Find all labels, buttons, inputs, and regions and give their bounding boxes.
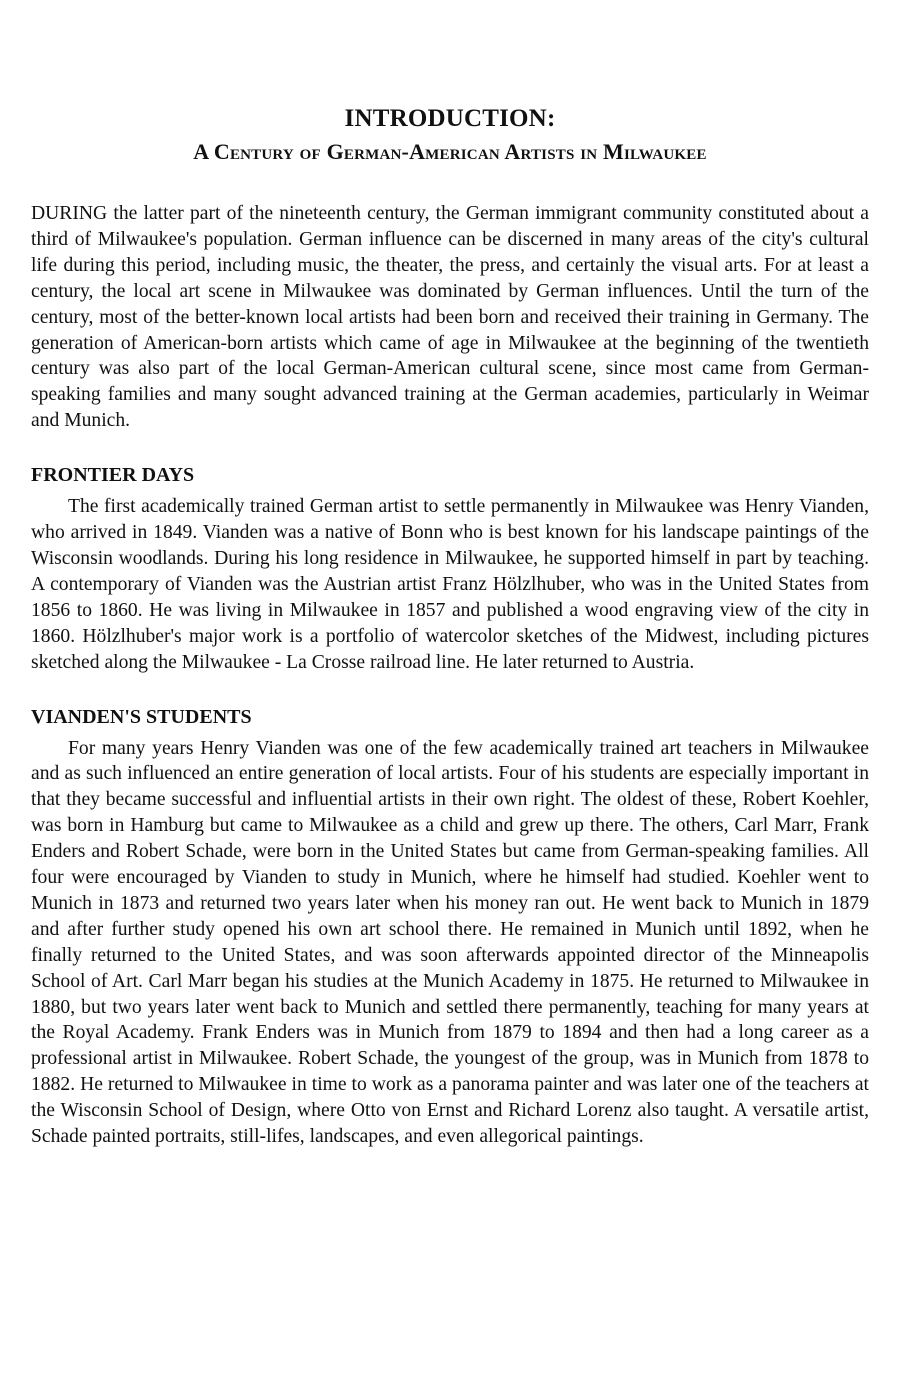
section-heading-frontier-days: FRONTIER DAYS (31, 464, 195, 487)
document-page (31, 104, 869, 1150)
section-heading-viandens-students: VIANDEN'S STUDENTS (31, 705, 252, 728)
frontier-days-paragraph: The first academically trained German artist to settle permanently in Milwaukee was Henry Vianden, who arrived in 1849. Vianden was a native of Bonn who is best known for his landscape paintings of the Wisconsin woodlands. During his long residence in Milwaukee, he supported himself in part by teaching. A contemporary of Vianden was the Austrian artist Franz Hölzlhuber, who was in the United States from 1856 to 1860. He was living in Milwaukee in 1857 and published a wood engraving view of the city in 1860. Hölzlhuber's major work is a portfolio of watercolor sketches of the Midwest, including pictures sketched along the Milwaukee - La Crosse railroad line. He later returned to Austria. (31, 496, 869, 673)
page-title: INTRODUCTION: (344, 105, 556, 132)
intro-text: the latter part of the nineteenth century, the German immigrant community constituted about a third of Milwaukee's population. German influence can be discerned in many areas of the city's cultural life during this period, including music, the theater, the press, and certainly the visual arts. For at least a century, the local art scene in Milwaukee was dominated by German influences. Until the turn of the century, most of the better-known local artists had been born and received their training in Germany. The generation of American-born artists which came of age in Milwaukee at the beginning of the twentieth century was also part of the local German-American cultural scene, since most came from German-speaking families and many sought advanced training at the German academies, particularly in Weimar and Munich. (31, 203, 869, 432)
page-subtitle: A Century of German-American Artists in Milwaukee (193, 139, 707, 164)
intro-paragraph (31, 201, 869, 434)
viandens-students-paragraph: For many years Henry Vianden was one of the few academically trained art teachers in Milwaukee and as such influenced an entire generation of local artists. Four of his students are especially important in that they became successful and influential artists in their own right. The oldest of these, Robert Koehler, was born in Hamburg but came to Milwaukee as a child and grew up there. The others, Carl Marr, Frank Enders and Robert Schade, were born in the United States but came from German-speaking families. All four were encouraged by Vianden to study in Munich, where he himself had studied. Koehler went to Munich in 1873 and returned two years later when his money ran out. He went back to Munich in 1879 and after further study opened his own art school there. He remained in Munich until 1892, when he finally returned to the United States, and was soon afterwards appointed director of the Minneapolis School of Art. Carl Marr began his studies at the Munich Academy in 1875. He returned to Milwaukee in 1880, but two years later went back to Munich and settled there permanently, teaching for many years at the Royal Academy. Frank Enders was in Munich from 1879 to 1894 and then had a long career as a professional artist in Milwaukee. Robert Schade, the youngest of the group, was in Munich from 1878 to 1882. He returned to Milwaukee in time to work as a panorama painter and was later one of the teachers at the Wisconsin School of Design, where Otto von Ernst and Richard Lorenz also taught. A versatile artist, Schade painted portraits, still-lifes, landscapes, and even allegorical paintings. (31, 737, 869, 1148)
intro-lead-word: DURING (31, 203, 108, 224)
